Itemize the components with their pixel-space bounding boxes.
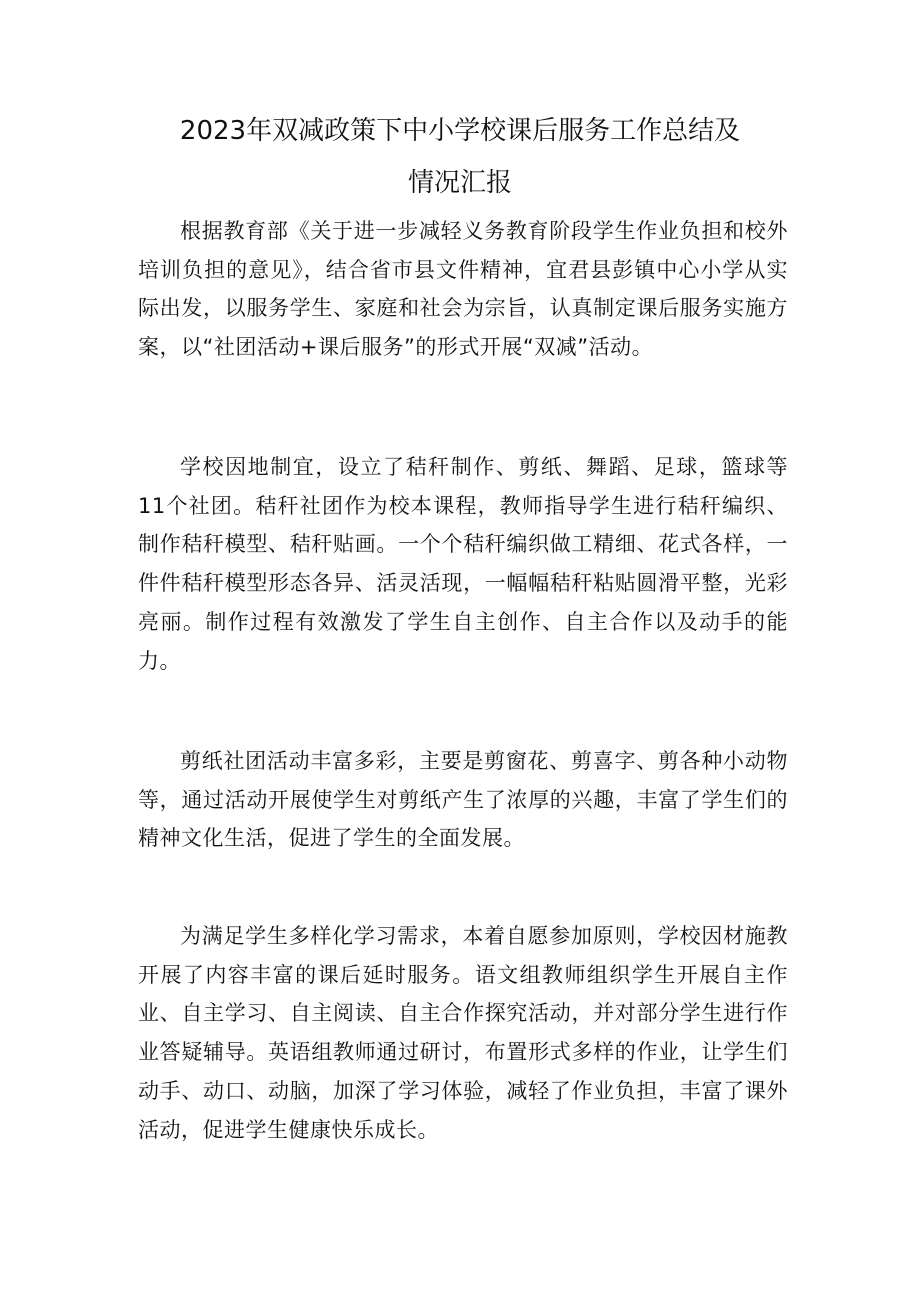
paragraph-after-school-service: 为满足学生多样化学习需求，本着自愿参加原则，学校因材施教开展了内容丰富的课后延时服务。语文组教师组织学生开展自主作业、自主学习、自主阅读、自主合作探究活动，并对部分学生进行作业答疑辅导。英语组教师通过研讨，布置形式多样的作业，让学生们动手、动口、动脑，加深了学习体验，减轻了作业负担，丰富了课外活动，促进学生健康快乐成长。 — [138, 924, 788, 1142]
paragraph-clubs: 学校因地制宜，设立了秸秆制作、剪纸、舞蹈、足球，篮球等11个社团。秸秆社团作为校本课程，教师指导学生进行秸秆编织、制作秸秆模型、秸秆贴画。一个个秸秆编织做工精细、花式各样，一件件秸秆模型形态各异、活灵活现，一幅幅秸秆粘贴圆滑平整，光彩亮丽。制作过程有效激发了学生自主创作、自主合作以及动手的能力。 — [138, 455, 788, 673]
paragraph-intro: 根据教育部《关于进一步减轻义务教育阶段学生作业负担和校外培训负担的意见》，结合省市县文件精神，宜君县彭镇中心小学从实际出发，以服务学生、家庭和社会为宗旨，认真制定课后服务实施方案，以“社团活动+课后服务”的形式开展“双减”活动。 — [138, 219, 788, 360]
paragraph-paper-cutting: 剪纸社团活动丰富多彩，主要是剪窗花、剪喜字、剪各种小动物等，通过活动开展使学生对剪纸产生了浓厚的兴趣，丰富了学生们的精神文化生活，促进了学生的全面发展。 — [138, 749, 788, 851]
document-title-line-2: 情况汇报 — [407, 168, 512, 198]
document-title-line-1: 2023年双减政策下中小学校课后服务工作总结及 — [179, 116, 741, 146]
